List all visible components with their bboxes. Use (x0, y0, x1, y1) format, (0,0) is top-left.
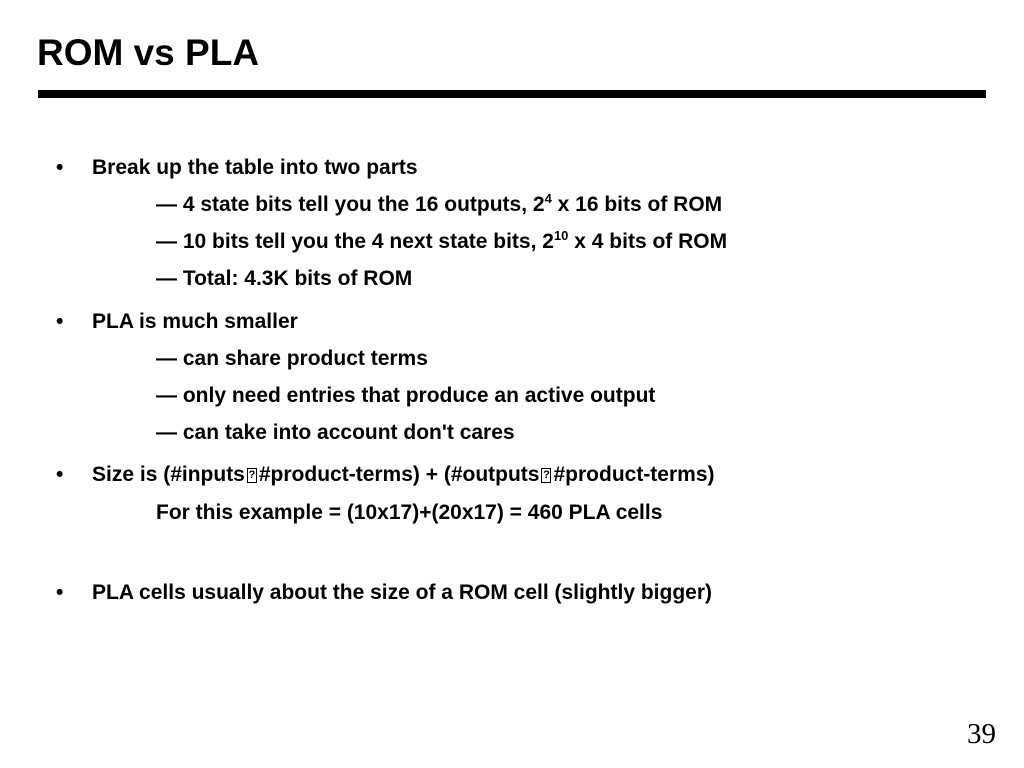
bullet-marker: • (56, 156, 64, 179)
subitem-next-state-bits (156, 229, 727, 255)
title-rule (38, 90, 986, 98)
subitem-total-rom: — Total: 4.3K bits of ROM (156, 267, 413, 290)
subitem-example-calculation: For this example = (10x17)+(20x17) = 460 PLA cells (156, 501, 663, 524)
exponent: 10 (553, 228, 569, 243)
page-number: 39 (967, 718, 996, 750)
bullet-text-size-formula (92, 462, 715, 488)
subitem-share-product-terms: — can share product terms (156, 347, 428, 370)
bullet-text-pla-cell-size: PLA cells usually about the size of a ROM cell (slightly bigger) (92, 581, 713, 604)
missing-glyph-box-icon (541, 468, 551, 483)
subitem-text: — 10 bits tell you the 4 next state bits, 2 (156, 230, 554, 253)
bullet-text-table-split: Break up the table into two parts (92, 156, 418, 179)
bullet-text-pla-smaller: PLA is much smaller (92, 310, 298, 333)
subitem-active-output-entries: — only need entries that produce an active output (156, 384, 656, 407)
slide-title: ROM vs PLA (37, 32, 260, 73)
formula-part: #product-terms) + (#outputs (258, 463, 540, 486)
bullet-marker: • (56, 581, 64, 604)
bullet-marker: • (56, 463, 64, 486)
subitem-text: x 16 bits of ROM (551, 193, 723, 216)
formula-part: #product-terms) (553, 463, 715, 486)
subitem-text: — 4 state bits tell you the 16 outputs, 2 (156, 193, 545, 216)
missing-glyph-box-icon (247, 468, 257, 483)
bullet-marker: • (56, 310, 64, 333)
subitem-text: x 4 bits of ROM (568, 230, 728, 253)
exponent: 4 (544, 191, 552, 206)
formula-part: Size is (#inputs (92, 463, 245, 486)
subitem-state-bits-outputs (156, 192, 722, 218)
subitem-dont-cares: — can take into account don't cares (156, 421, 515, 444)
